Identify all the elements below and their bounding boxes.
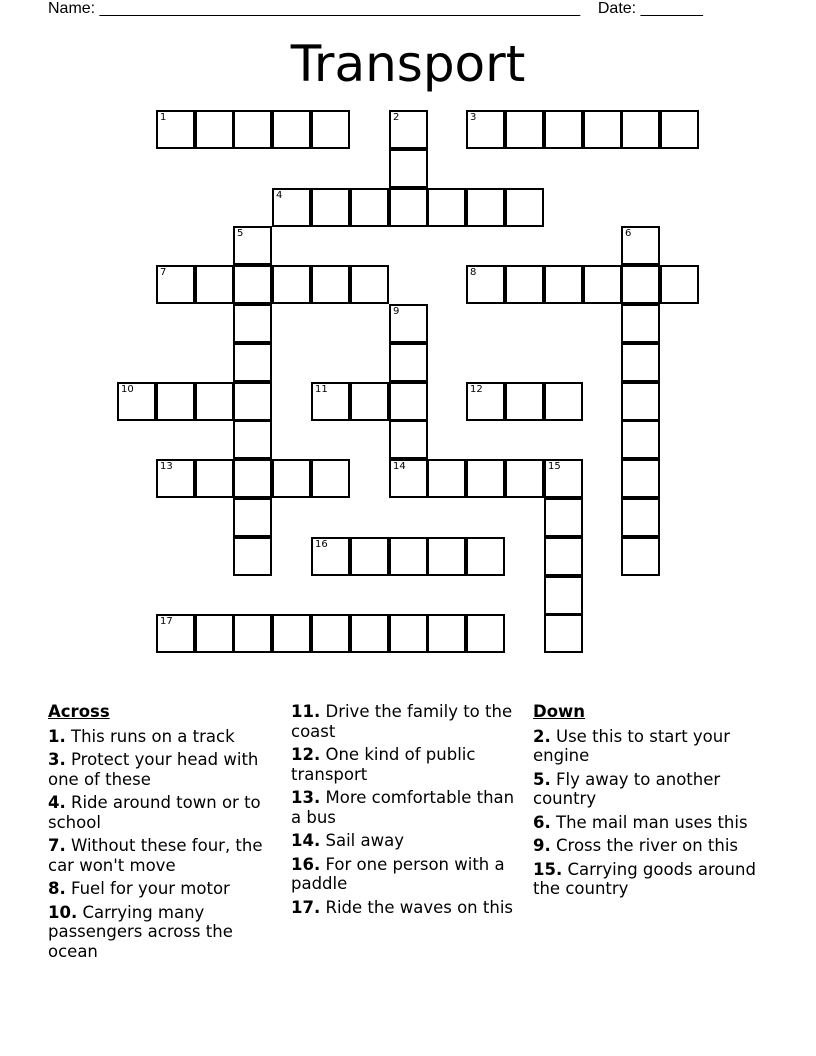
grid-cell[interactable] bbox=[505, 265, 544, 304]
grid-cell[interactable] bbox=[350, 265, 389, 304]
grid-cell[interactable] bbox=[233, 498, 272, 537]
clue-number: 7 bbox=[160, 267, 167, 278]
grid-cell[interactable] bbox=[544, 382, 583, 421]
clue-item bbox=[533, 860, 773, 899]
clue-item bbox=[291, 855, 523, 894]
grid-cell[interactable] bbox=[389, 188, 428, 227]
clue-number: 5 bbox=[237, 228, 244, 239]
clue-item bbox=[48, 750, 284, 789]
grid-cell[interactable] bbox=[195, 265, 234, 304]
grid-cell[interactable] bbox=[195, 614, 234, 653]
clue-item-text: Carrying many passengers across the ocean bbox=[48, 902, 233, 961]
grid-cell[interactable] bbox=[544, 498, 583, 537]
clue-item-text: The mail man uses this bbox=[556, 812, 748, 832]
grid-cell[interactable] bbox=[621, 382, 660, 421]
clue-item-text: Fly away to another country bbox=[533, 769, 721, 808]
clue-item-text: For one person with a paddle bbox=[291, 854, 505, 893]
date-blank[interactable]: _______ bbox=[640, 0, 703, 17]
grid-cell[interactable] bbox=[389, 614, 428, 653]
grid-cell[interactable] bbox=[389, 459, 428, 498]
grid-cell[interactable] bbox=[195, 382, 234, 421]
clue-item-number: 10. bbox=[48, 902, 78, 922]
clue-item bbox=[48, 903, 284, 962]
clue-item bbox=[291, 702, 523, 741]
clue-number: 4 bbox=[276, 190, 283, 201]
clue-item-number: 14. bbox=[291, 831, 321, 850]
clue-column-2 bbox=[291, 702, 523, 921]
clue-number: 12 bbox=[470, 384, 483, 395]
grid-cell[interactable] bbox=[311, 382, 350, 421]
clue-item bbox=[533, 770, 773, 809]
grid-cell[interactable] bbox=[427, 614, 466, 653]
grid-cell[interactable] bbox=[233, 343, 272, 382]
clue-number: 13 bbox=[160, 461, 173, 472]
clue-number: 10 bbox=[121, 384, 134, 395]
grid-cell[interactable] bbox=[466, 188, 505, 227]
clue-item-number: 1. bbox=[48, 726, 66, 746]
grid-cell[interactable] bbox=[583, 110, 622, 149]
grid-cell[interactable] bbox=[427, 188, 466, 227]
clue-item bbox=[533, 727, 773, 766]
grid-cell[interactable] bbox=[466, 382, 505, 421]
grid-cell[interactable] bbox=[505, 459, 544, 498]
clue-item-text: Carrying goods around the country bbox=[533, 859, 756, 898]
grid-cell[interactable] bbox=[466, 110, 505, 149]
grid-cell[interactable] bbox=[311, 265, 350, 304]
grid-cell[interactable] bbox=[272, 265, 311, 304]
clue-item-text: Without these four, the car won't move bbox=[48, 836, 263, 875]
grid-cell[interactable] bbox=[117, 382, 156, 421]
grid-cell[interactable] bbox=[311, 188, 350, 227]
clue-item bbox=[291, 745, 523, 784]
clue-item bbox=[291, 788, 523, 827]
clue-item-number: 17. bbox=[291, 897, 321, 917]
grid-cell[interactable] bbox=[427, 459, 466, 498]
clue-item bbox=[48, 727, 284, 747]
grid-cell[interactable] bbox=[233, 420, 272, 459]
grid-cell[interactable] bbox=[233, 382, 272, 421]
grid-cell[interactable] bbox=[350, 614, 389, 653]
clue-item bbox=[48, 879, 284, 899]
grid-cell[interactable] bbox=[272, 110, 311, 149]
name-label: Name: bbox=[48, 0, 96, 17]
grid-cell[interactable] bbox=[233, 226, 272, 265]
clue-item-number: 2. bbox=[533, 726, 551, 746]
grid-cell[interactable] bbox=[156, 382, 195, 421]
clue-item bbox=[533, 836, 773, 856]
clue-item-number: 12. bbox=[291, 745, 321, 764]
clue-number: 2 bbox=[393, 112, 400, 123]
clue-item-number: 5. bbox=[533, 769, 551, 789]
clue-item-number: 3. bbox=[48, 750, 66, 769]
grid-cell[interactable] bbox=[544, 265, 583, 304]
grid-cell[interactable] bbox=[621, 343, 660, 382]
clue-item-number: 6. bbox=[533, 812, 551, 832]
page-title: Transport bbox=[290, 35, 526, 93]
clue-item-number: 7. bbox=[48, 836, 66, 855]
grid-cell[interactable] bbox=[621, 304, 660, 343]
down-heading: Down bbox=[533, 702, 586, 721]
clue-number: 15 bbox=[548, 461, 561, 472]
clue-item-number: 4. bbox=[48, 793, 66, 812]
grid-cell[interactable] bbox=[272, 188, 311, 227]
name-blank[interactable]: ______________________________________________________ bbox=[99, 0, 581, 17]
clue-item-text: More comfortable than a bus bbox=[291, 788, 515, 827]
grid-cell[interactable] bbox=[389, 343, 428, 382]
grid-cell[interactable] bbox=[583, 265, 622, 304]
clue-item-text: Sail away bbox=[325, 831, 404, 850]
grid-cell[interactable] bbox=[621, 537, 660, 576]
grid-cell[interactable] bbox=[311, 110, 350, 149]
grid-cell[interactable] bbox=[233, 459, 272, 498]
clue-item-text: Protect your head with one of these bbox=[48, 750, 259, 789]
grid-cell[interactable] bbox=[389, 110, 428, 149]
clue-number: 11 bbox=[315, 384, 328, 395]
grid-cell[interactable] bbox=[621, 498, 660, 537]
grid-cell[interactable] bbox=[466, 459, 505, 498]
grid-cell[interactable] bbox=[621, 420, 660, 459]
clue-item-number: 13. bbox=[291, 788, 321, 807]
clue-column-1 bbox=[48, 702, 284, 965]
grid-cell[interactable] bbox=[660, 265, 699, 304]
grid-cell[interactable] bbox=[621, 459, 660, 498]
clue-item-text: Ride around town or to school bbox=[48, 793, 261, 832]
grid-cell[interactable] bbox=[427, 537, 466, 576]
grid-cell[interactable] bbox=[544, 110, 583, 149]
grid-cell[interactable] bbox=[660, 110, 699, 149]
clue-item-number: 9. bbox=[533, 836, 551, 855]
grid-cell[interactable] bbox=[156, 459, 195, 498]
grid-cell[interactable] bbox=[389, 304, 428, 343]
grid-cell[interactable] bbox=[389, 382, 428, 421]
clue-number: 17 bbox=[160, 616, 173, 627]
grid-cell[interactable] bbox=[544, 576, 583, 615]
grid-cell[interactable] bbox=[389, 149, 428, 188]
clue-number: 9 bbox=[393, 306, 400, 317]
grid-cell[interactable] bbox=[544, 459, 583, 498]
grid-cell[interactable] bbox=[311, 614, 350, 653]
grid-cell[interactable] bbox=[311, 537, 350, 576]
grid-cell[interactable] bbox=[272, 459, 311, 498]
grid-cell[interactable] bbox=[621, 110, 660, 149]
clue-item-text: Cross the river on this bbox=[556, 836, 739, 855]
clue-item bbox=[291, 898, 523, 918]
grid-cell[interactable] bbox=[195, 110, 234, 149]
grid-cell[interactable] bbox=[233, 265, 272, 304]
grid-cell[interactable] bbox=[350, 188, 389, 227]
clue-column-3 bbox=[533, 702, 773, 903]
date-label: Date: bbox=[597, 0, 637, 17]
grid-cell[interactable] bbox=[389, 537, 428, 576]
grid-cell[interactable] bbox=[233, 614, 272, 653]
grid-cell[interactable] bbox=[156, 614, 195, 653]
grid-cell[interactable] bbox=[466, 265, 505, 304]
clue-item-text: One kind of public transport bbox=[291, 745, 476, 784]
clue-item-text: Use this to start your engine bbox=[533, 726, 731, 765]
clue-item bbox=[291, 831, 523, 851]
clue-item-text: Fuel for your motor bbox=[71, 879, 230, 898]
grid-cell[interactable] bbox=[621, 265, 660, 304]
grid-cell[interactable] bbox=[350, 382, 389, 421]
grid-cell[interactable] bbox=[272, 614, 311, 653]
grid-cell[interactable] bbox=[544, 537, 583, 576]
clue-number: 14 bbox=[393, 461, 406, 472]
grid-cell[interactable] bbox=[350, 537, 389, 576]
clue-item-number: 8. bbox=[48, 879, 66, 898]
clue-item-text: Ride the waves on this bbox=[325, 897, 513, 917]
grid-cell[interactable] bbox=[311, 459, 350, 498]
grid-cell[interactable] bbox=[233, 110, 272, 149]
clue-item-number: 15. bbox=[533, 859, 563, 879]
grid-cell[interactable] bbox=[466, 614, 505, 653]
grid-cell[interactable] bbox=[466, 537, 505, 576]
clue-number: 3 bbox=[470, 112, 477, 123]
grid-cell[interactable] bbox=[156, 110, 195, 149]
clue-item bbox=[48, 836, 284, 875]
grid-cell[interactable] bbox=[195, 459, 234, 498]
clue-item-number: 16. bbox=[291, 854, 321, 874]
grid-cell[interactable] bbox=[505, 382, 544, 421]
clue-number: 8 bbox=[470, 267, 477, 278]
clue-item-number: 11. bbox=[291, 702, 321, 721]
grid-cell[interactable] bbox=[621, 226, 660, 265]
grid-cell[interactable] bbox=[389, 420, 428, 459]
grid-cell[interactable] bbox=[233, 304, 272, 343]
clue-item-text: Drive the family to the coast bbox=[291, 702, 513, 741]
across-heading: Across bbox=[48, 702, 110, 721]
grid-cell[interactable] bbox=[505, 188, 544, 227]
clue-number: 1 bbox=[160, 112, 167, 123]
grid-cell[interactable] bbox=[233, 537, 272, 576]
grid-cell[interactable] bbox=[544, 614, 583, 653]
clue-item bbox=[533, 813, 773, 833]
clue-item-text: This runs on a track bbox=[71, 726, 235, 746]
grid-cell[interactable] bbox=[156, 265, 195, 304]
clue-item bbox=[48, 793, 284, 832]
clue-number: 6 bbox=[625, 228, 632, 239]
grid-cell[interactable] bbox=[505, 110, 544, 149]
clue-number: 16 bbox=[315, 539, 328, 550]
